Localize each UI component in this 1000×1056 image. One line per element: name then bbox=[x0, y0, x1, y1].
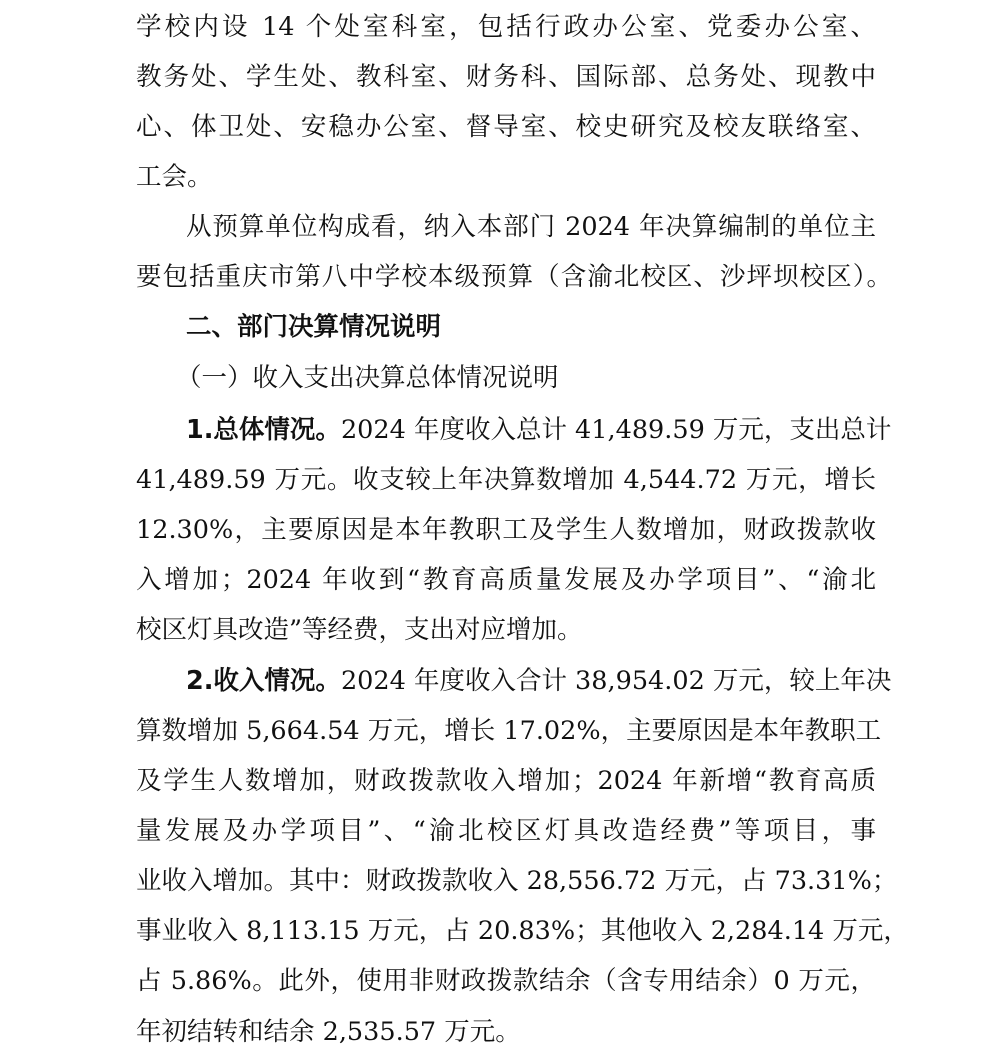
paragraph-departments-line-1: 学校内设 14 个处室科室，包括行政办公室、党委办公室、 bbox=[136, 12, 876, 42]
paragraph-overall-line-1 bbox=[186, 410, 892, 450]
paragraph-income-line-6: 事业收入 8,113.15 万元，占 20.83%；其他收入 2,284.14 万元， bbox=[136, 916, 909, 946]
section-heading: 二、部门决算情况说明 bbox=[186, 312, 442, 342]
paragraph-income-line-2: 算数增加 5,664.54 万元，增长 17.02%，主要原因是本年教职工 bbox=[136, 716, 882, 746]
paragraph-overall-line-4: 入增加；2024 年收到“教育高质量发展及办学项目”、“渝北 bbox=[136, 565, 876, 595]
paragraph-income-line-3: 及学生人数增加，财政拨款收入增加；2024 年新增“教育高质 bbox=[136, 766, 876, 796]
paragraph-departments-line-4: 工会。 bbox=[136, 162, 213, 192]
paragraph-income-line-1 bbox=[186, 661, 892, 701]
paragraph-income-line-1-text: 2024 年度收入合计 38,954.02 万元，较上年决 bbox=[340, 666, 892, 696]
paragraph-income-line-4: 量发展及办学项目”、“渝北校区灯具改造经费”等项目，事 bbox=[136, 816, 876, 846]
paragraph-departments-line-3: 心、体卫处、安稳办公室、督导室、校史研究及校友联络室、 bbox=[136, 112, 876, 142]
paragraph-income-line-8: 年初结转和结余 2,535.57 万元。 bbox=[136, 1017, 521, 1047]
paragraph-budget-units-line-2: 要包括重庆市第八中学校本级预算（含渝北校区、沙坪坝校区）。 bbox=[136, 262, 892, 292]
paragraph-income-line-5: 业收入增加。其中：财政拨款收入 28,556.72 万元，占 73.31%； bbox=[136, 866, 898, 896]
paragraph-overall-line-5: 校区灯具改造”等经费，支出对应增加。 bbox=[136, 615, 583, 645]
paragraph-overall-line-3: 12.30%，主要原因是本年教职工及学生人数增加，财政拨款收 bbox=[136, 515, 876, 545]
subsection-heading: （一）收入支出决算总体情况说明 bbox=[176, 363, 559, 393]
paragraph-departments-line-2: 教务处、学生处、教科室、财务科、国际部、总务处、现教中 bbox=[136, 62, 876, 92]
paragraph-overall-line-2: 41,489.59 万元。收支较上年决算数增加 4,544.72 万元，增长 bbox=[136, 465, 876, 495]
paragraph-overall-lead: 1.总体情况。 bbox=[186, 415, 341, 445]
paragraph-overall-line-1-text: 2024 年度收入总计 41,489.59 万元，支出总计 bbox=[340, 415, 892, 445]
paragraph-income-line-7: 占 5.86%。此外，使用非财政拨款结余（含专用结余）0 万元， bbox=[136, 966, 876, 996]
paragraph-income-lead: 2.收入情况。 bbox=[186, 666, 341, 696]
paragraph-budget-units-line-1: 从预算单位构成看，纳入本部门 2024 年决算编制的单位主 bbox=[186, 212, 876, 242]
